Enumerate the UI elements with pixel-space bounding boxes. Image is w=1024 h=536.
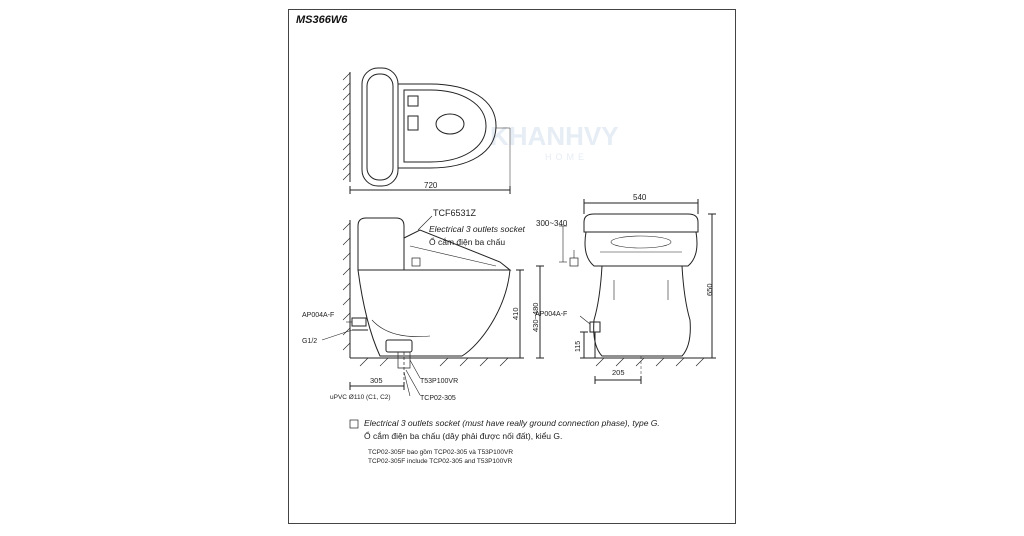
label-supply: G1/2: [302, 338, 318, 345]
dim-seat-height: 410: [511, 307, 520, 320]
model-number: MS366W6: [296, 14, 348, 26]
note-kit-en: TCP02-305F include TCP02-305 and T53P100VR: [368, 458, 513, 465]
dim-seat-range: 430~480: [531, 302, 540, 332]
note-socket-en: Electrical 3 outlets socket (must have really ground connection phase), type G.: [364, 418, 660, 428]
label-socket-en: Electrical 3 outlets socket: [429, 224, 525, 234]
watermark-sub: HOME: [545, 152, 588, 162]
dim-socket-height: 300~340: [536, 219, 568, 228]
dim-supply-offset: 205: [612, 368, 625, 377]
socket-symbol-icon: [350, 420, 358, 428]
label-socket-vi: Ổ cắm điện ba chấu: [429, 237, 506, 247]
label-valve-front: AP004A-F: [535, 311, 568, 318]
note-kit-vi: TCP02-305F bao gồm TCP02-305 và T53P100VR: [368, 449, 514, 456]
label-seat-model: TCF6531Z: [433, 208, 477, 218]
label-flange: TCP02-305: [420, 395, 456, 402]
dim-top-width: 720: [424, 181, 438, 190]
note-socket-vi: Ổ cắm điện ba chấu (dây phải được nối đất), kiểu G.: [364, 431, 563, 441]
dim-total-height: 650: [705, 283, 714, 296]
label-valve-left: AP004A-F: [302, 312, 335, 319]
watermark-brand: KHANHVY: [490, 121, 619, 151]
dim-front-width: 540: [633, 193, 647, 202]
label-trap: T53P100VR: [420, 378, 459, 385]
dim-supply-height: 115: [575, 340, 582, 352]
label-pipe: uPVC Ø110 (C1, C2): [330, 394, 391, 401]
front-view: [570, 199, 716, 384]
dim-rough-in: 305: [370, 376, 383, 385]
top-view: [343, 68, 510, 194]
